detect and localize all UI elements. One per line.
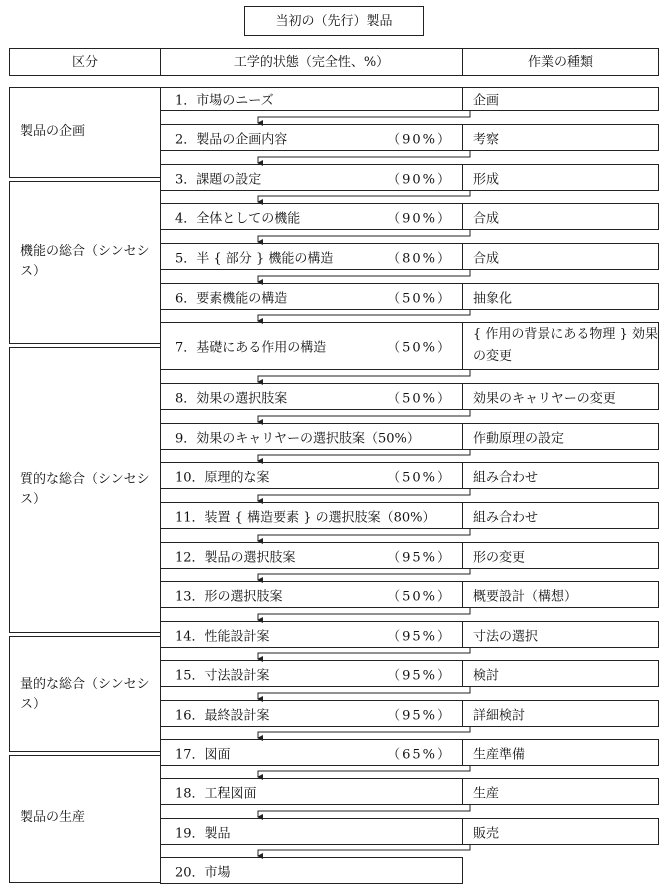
step-percentage: （50%） — [387, 340, 452, 356]
connector-arrow — [258, 191, 470, 202]
connector-arrow — [258, 569, 470, 580]
step-label: 6．要素機能の構造 — [175, 291, 288, 306]
connector-arrow — [258, 687, 470, 699]
connector-arrow — [258, 450, 470, 461]
step-label: 13．形の選択肢案 — [175, 589, 283, 604]
work-label: 組み合わせ — [473, 470, 539, 485]
step-label: 8．効果の選択肢案 — [175, 391, 288, 406]
work-label: 効果のキャリヤーの変更 — [473, 391, 616, 406]
work-label: 概要設計（構想） — [473, 589, 578, 604]
connector-arrow — [258, 370, 470, 382]
header-category-label: 区分 — [71, 54, 98, 70]
work-label: 詳細検討 — [473, 708, 526, 723]
work-label: 抽象化 — [473, 291, 513, 306]
diagram-title: 当初の（先行）製品 — [275, 13, 393, 29]
work-label: 作動原理の設定 — [473, 431, 565, 446]
connector-arrow — [258, 529, 470, 541]
work-label: 生産準備 — [473, 747, 526, 762]
step-label: 3．課題の設定 — [175, 172, 262, 187]
connector-arrow — [258, 151, 470, 163]
step-percentage: （65%） — [387, 747, 452, 762]
step-percentage: （90%） — [387, 172, 452, 187]
header-work-label: 作業の種類 — [527, 54, 593, 70]
category-label: 質的な総合（シンセシス） — [20, 472, 150, 507]
step-label: 14．性能設計案 — [175, 629, 270, 644]
step-percentage: （50%） — [387, 391, 452, 406]
work-label: 組み合わせ — [473, 510, 539, 525]
step-percentage: （95%） — [387, 629, 452, 644]
header-state-label: 工学的状態（完全性、%） — [233, 54, 390, 70]
step-percentage: （50%） — [387, 589, 452, 604]
step-label: 18．工程図面 — [175, 786, 257, 801]
connector-arrow — [258, 111, 470, 123]
work-label: 生産 — [473, 786, 500, 801]
step-label: 15．寸法設計案 — [175, 668, 270, 683]
category-label: 製品の生産 — [20, 810, 86, 825]
step-label: 17．図面 — [175, 747, 231, 762]
step-label: 9．効果のキャリヤーの選択肢案（50%） — [175, 431, 420, 446]
work-label: { 作用の背景にある物理 } 効果の変更 — [473, 327, 658, 364]
work-label: 形成 — [473, 172, 500, 187]
step-percentage: （90%） — [387, 211, 452, 226]
work-label: 寸法の選択 — [473, 629, 539, 644]
step-label: 2．製品の企画内容 — [175, 132, 288, 147]
connector-arrow — [258, 727, 470, 738]
step-label: 11．装置 { 構造要素 } の選択肢案（80%） — [175, 510, 436, 525]
step-percentage: （95%） — [387, 550, 452, 565]
step-label: 10．原理的な案 — [175, 470, 270, 485]
step-label: 1．市場のニーズ — [175, 93, 274, 109]
work-label: 販売 — [473, 826, 500, 841]
work-label: 合成 — [473, 211, 500, 226]
step-label: 19．製品 — [175, 826, 231, 841]
work-label: 考察 — [473, 132, 500, 147]
work-label: 合成 — [473, 251, 500, 266]
step-label: 20．市場 — [175, 865, 231, 880]
connector-arrow — [258, 648, 470, 659]
work-label: 形の変更 — [473, 550, 526, 565]
step-percentage: （50%） — [387, 470, 452, 485]
work-label: 検討 — [473, 668, 500, 683]
step-percentage: （90%） — [387, 132, 452, 147]
connector-arrow — [258, 845, 470, 856]
step-label: 16．最終設計案 — [175, 708, 270, 723]
connector-arrow — [258, 805, 470, 817]
step-percentage: （95%） — [387, 668, 452, 683]
work-label: 企画 — [473, 93, 500, 109]
connector-arrow — [258, 766, 470, 777]
step-label: 7．基礎にある作用の構造 — [175, 340, 327, 356]
connector-arrow — [258, 489, 470, 501]
step-percentage: （95%） — [387, 708, 452, 723]
step-percentage: （50%） — [387, 291, 452, 306]
connector-arrow — [258, 270, 470, 282]
step-percentage: （80%） — [387, 251, 452, 266]
connector-arrow — [258, 230, 470, 242]
step-label: 12．製品の選択肢案 — [175, 550, 296, 565]
step-label: 5．半 { 部分 } 機能の構造 — [175, 251, 334, 266]
connector-arrow — [258, 310, 470, 321]
category-label: 量的な総合（シンセシス） — [20, 677, 150, 712]
connector-arrow — [258, 410, 470, 422]
step-label: 4．全体としての機能 — [175, 211, 301, 226]
category-label: 製品の企画 — [20, 124, 86, 139]
connector-arrow — [258, 608, 470, 620]
category-label: 機能の総合（シンセシス） — [20, 244, 150, 279]
